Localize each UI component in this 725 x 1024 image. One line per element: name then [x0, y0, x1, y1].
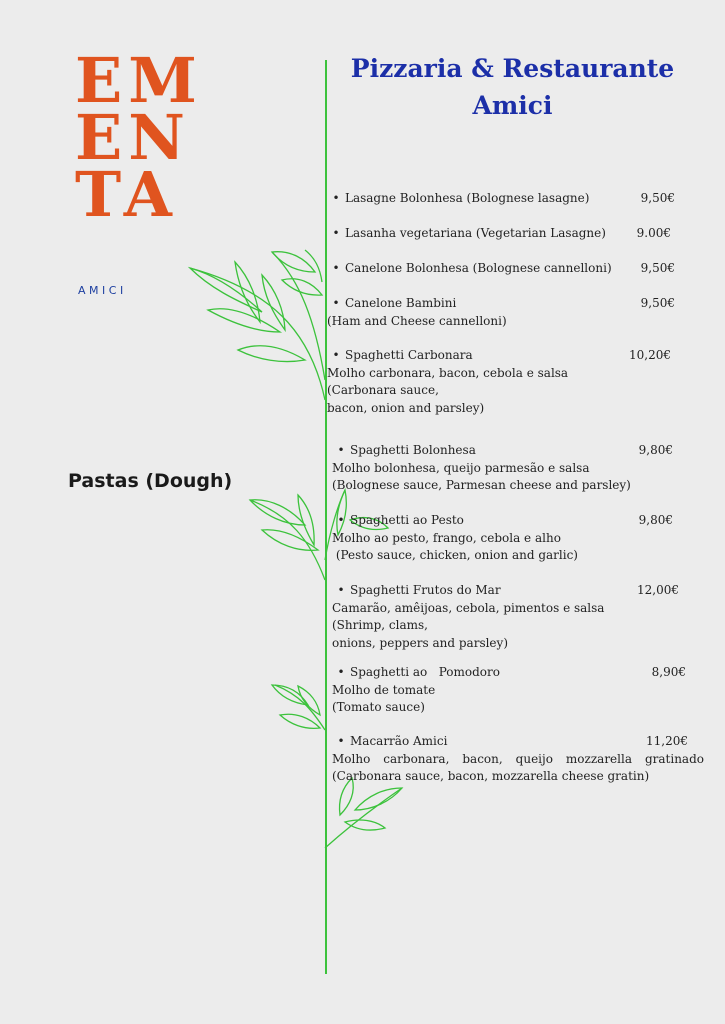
menu-item — [332, 733, 704, 786]
restaurant-name — [340, 50, 685, 124]
menu-item — [332, 512, 673, 565]
title-letters-line: EN — [75, 101, 191, 174]
menu-item-price: 9.00€ — [636, 226, 671, 240]
menu-item-desc: (Tomato sauce) — [332, 700, 425, 714]
menu-item — [327, 225, 671, 243]
menu-item-price: 11,20€ — [646, 734, 688, 748]
bullet-icon: • — [337, 665, 345, 679]
category-heading: Pastas (Dough) — [68, 470, 233, 492]
menu-item-desc: Molho bolonhesa, queijo parmesão e salsa — [332, 460, 590, 475]
bullet-icon: • — [332, 226, 340, 240]
bullet-icon: • — [332, 296, 340, 310]
bullet-icon: • — [337, 513, 345, 527]
menu-item-desc: Molho ao pesto, frango, cebola e alho — [332, 530, 561, 545]
title-letters-line: EM — [75, 44, 203, 117]
menu-item-desc: bacon, onion and parsley) — [327, 400, 485, 415]
menu-item-name: Spaghetti ao Pesto — [350, 513, 464, 527]
restaurant-name-line2: Amici — [472, 91, 553, 120]
ementa-title — [75, 44, 215, 231]
menu-item — [327, 295, 675, 330]
restaurant-name-line1: Pizzaria & Restaurante — [350, 54, 675, 83]
menu-item — [327, 190, 675, 208]
menu-item-price: 9,50€ — [640, 261, 675, 275]
menu-item-price: 9,50€ — [640, 296, 675, 310]
menu-item — [327, 260, 675, 278]
menu-item-desc: Molho carbonara, bacon, queijo mozzarella gratinado — [332, 751, 704, 766]
menu-item — [332, 582, 679, 652]
menu-item-price: 10,20€ — [629, 348, 671, 362]
bullet-icon: • — [332, 191, 340, 205]
menu-item-desc: (Shrimp, clams, — [332, 618, 428, 632]
menu-item-name: Spaghetti ao Pomodoro — [350, 665, 500, 679]
menu-item-desc: onions, peppers and parsley) — [332, 635, 508, 650]
menu-item-price: 9,80€ — [638, 513, 673, 527]
title-letters-line: TA — [75, 158, 178, 231]
menu-item-name: Lasagne Bolonhesa (Bolognese lasagne) — [345, 191, 590, 205]
brand-small: AMICI — [78, 284, 127, 297]
bullet-icon: • — [332, 348, 340, 362]
menu-item-name: Spaghetti Carbonara — [345, 348, 473, 362]
menu-item-name: Spaghetti Frutos do Mar — [350, 583, 501, 597]
menu-item — [332, 442, 673, 495]
menu-item-desc: (Bolognese sauce, Parmesan cheese and parsley) — [332, 478, 631, 492]
menu-item-desc: (Carbonara sauce, — [327, 383, 439, 397]
menu-item-price: 12,00€ — [637, 583, 679, 597]
menu-item-desc: (Ham and Cheese cannelloni) — [327, 313, 507, 328]
bullet-icon: • — [337, 443, 345, 457]
menu-item-price: 8,90€ — [651, 665, 686, 679]
menu-item-price: 9,50€ — [640, 191, 675, 205]
menu-item-name: Canelone Bolonhesa (Bolognese cannelloni) — [345, 261, 612, 275]
menu-item-desc: (Pesto sauce, chicken, onion and garlic) — [332, 548, 578, 562]
menu-item-desc: Molho de tomate — [332, 682, 436, 697]
menu-item-desc: Camarão, amêijoas, cebola, pimentos e salsa — [332, 600, 605, 615]
menu-item-name: Canelone Bambini — [345, 296, 457, 310]
bullet-icon: • — [337, 734, 345, 748]
menu-item-desc: (Carbonara sauce, bacon, mozzarella cheese gratin) — [332, 769, 650, 783]
menu-item-name: Spaghetti Bolonhesa — [350, 443, 476, 457]
menu-item-price: 9,80€ — [638, 443, 673, 457]
bullet-icon: • — [332, 261, 340, 275]
bullet-icon: • — [337, 583, 345, 597]
menu-item-name: Lasanha vegetariana (Vegetarian Lasagne) — [345, 226, 606, 240]
menu-item — [332, 664, 686, 717]
menu-item — [327, 347, 671, 417]
menu-item-name: Macarrão Amici — [350, 734, 448, 748]
menu-item-desc: Molho carbonara, bacon, cebola e salsa — [327, 365, 569, 380]
